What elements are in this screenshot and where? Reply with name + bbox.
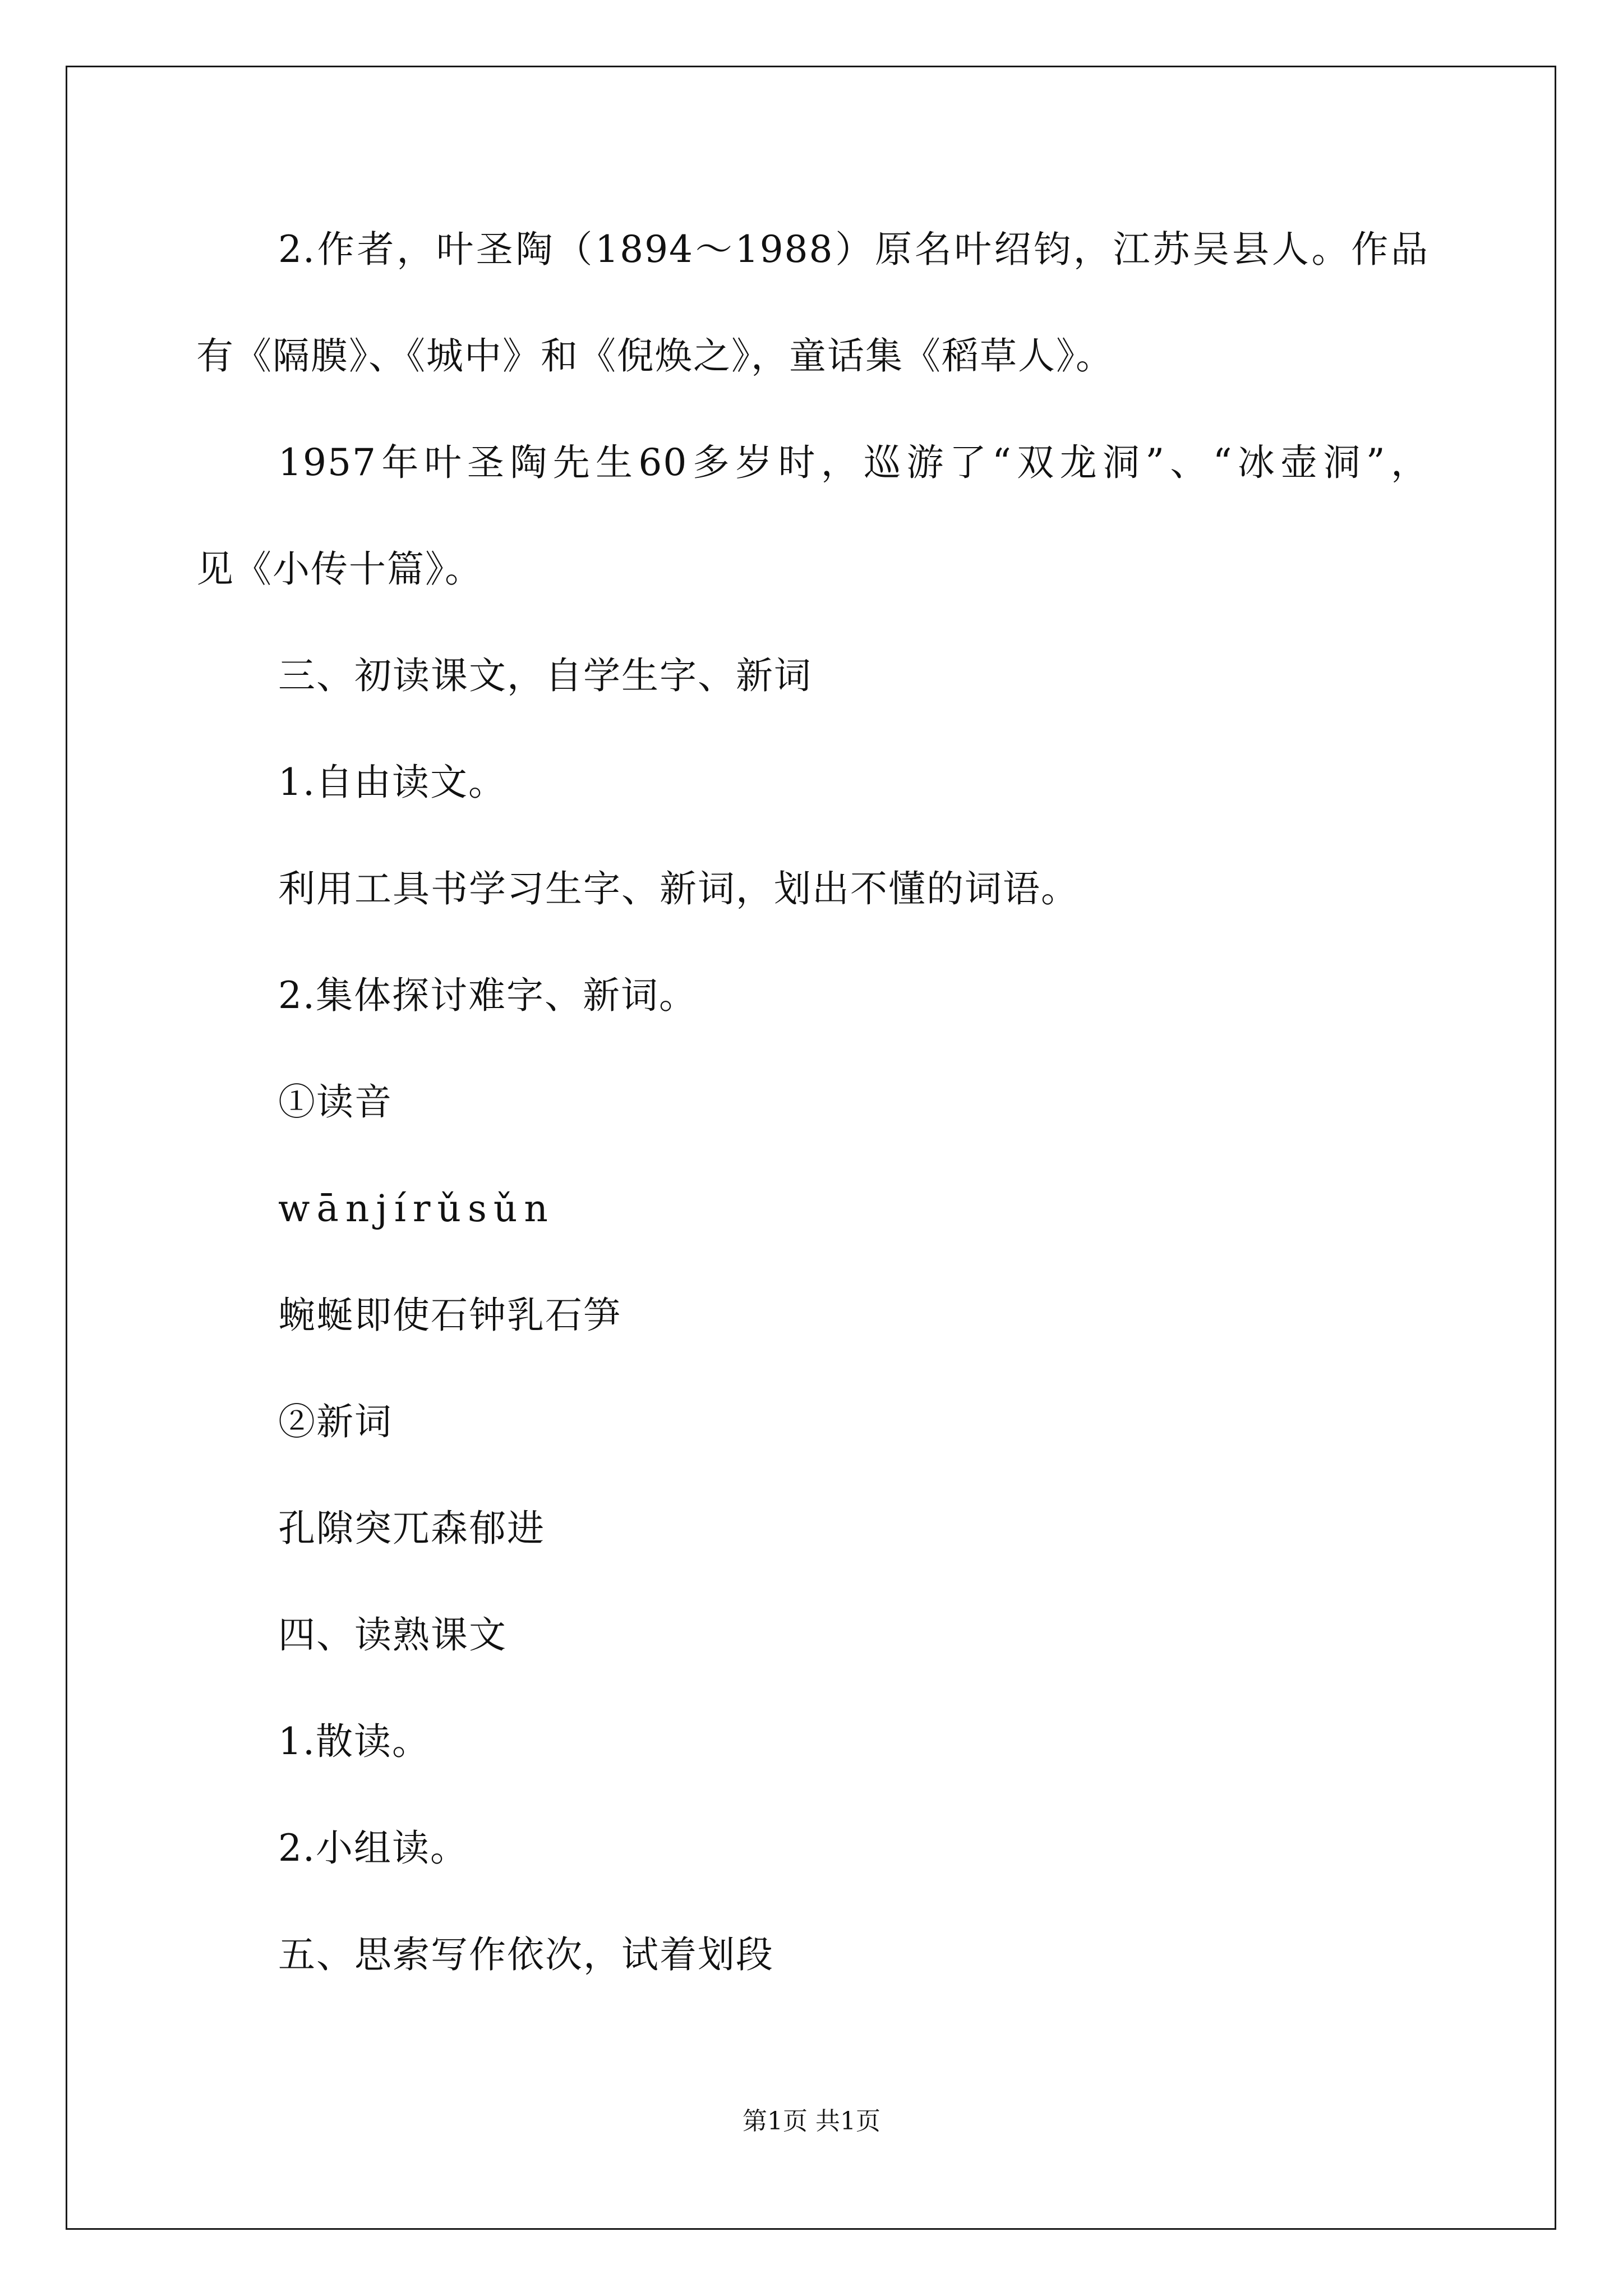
paragraph-trip-line-1: 1957年叶圣陶先生60多岁时，巡游了“双龙洞”、“冰壶洞”， [278, 441, 1429, 484]
list-item: 2.集体探讨难字、新词。 [278, 974, 697, 1017]
characters-line: 蜿蜒即使石钟乳石笋 [278, 1294, 621, 1337]
section-heading-3: 三、初读课文，自学生字、新词 [278, 654, 812, 697]
page-border [66, 66, 1556, 2230]
section-heading-4: 四、读熟课文 [278, 1613, 507, 1657]
list-item: 1.散读。 [278, 1720, 430, 1763]
paragraph-trip-line-2: 见《小传十篇》。 [196, 547, 483, 591]
list-item: 1.自由读文。 [278, 761, 506, 804]
paragraph-author-line-2: 有《隔膜》、《城中》和《倪焕之》，童话集《稻草人》。 [196, 334, 1114, 378]
section-heading-5: 五、思索写作依次，试着划段 [278, 1933, 774, 1976]
paragraph-author-line-1: 2.作者，叶圣陶（1894～1988）原名叶绍钧，江苏吴县人。作品 [278, 228, 1429, 271]
list-item: 利用工具书学习生字、新词，划出不懂的词语。 [278, 867, 1079, 910]
page-number-footer: 第1页 共1页 [743, 2107, 880, 2136]
sub-heading-pronunciation: ①读音 [278, 1080, 393, 1124]
list-item: 2.小组读。 [278, 1826, 468, 1870]
pinyin-line: wānjírǔsǔn [278, 1187, 555, 1230]
sub-heading-new-words: ②新词 [278, 1400, 393, 1443]
new-words-line: 孔隙突兀森郁进 [278, 1507, 545, 1550]
